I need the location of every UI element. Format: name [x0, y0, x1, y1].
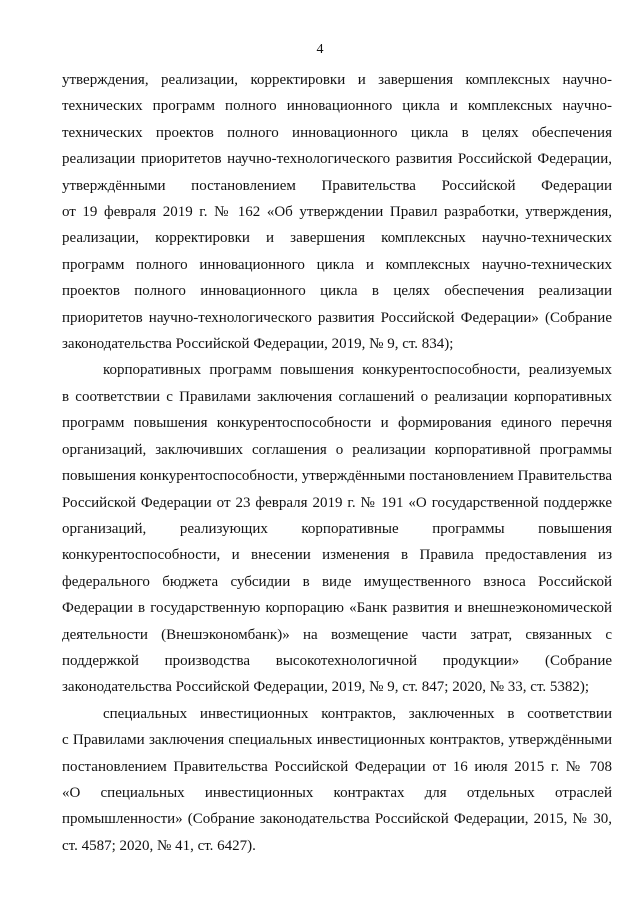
text-line: программ повышения конкурентоспособности и формирования единого перечня: [62, 415, 612, 432]
text-line: деятельности (Внешэкономбанк)» на возмещение части затрат, связанных с: [62, 626, 612, 643]
text-line: Федерации в государственную корпорацию «Банк развития и внешнеэкономической: [62, 600, 612, 617]
document-body: [62, 67, 612, 859]
text-line: утверждёнными постановлением Правительства Российской Федерации: [62, 177, 612, 194]
text-line: приоритетов научно-технологического развития Российской Федерации» (Собрание: [62, 309, 612, 326]
text-line: постановлением Правительства Российской Федерации от 16 июля 2015 г. № 708: [62, 758, 612, 775]
text-line: технических программ полного инновационного цикла и комплексных научно-: [62, 98, 612, 115]
text-line: от 19 февраля 2019 г. № 162 «Об утверждении Правил разработки, утверждения,: [62, 204, 612, 221]
paragraph-p2: [62, 357, 612, 700]
text-line: организаций, заключивших соглашения о реализации корпоративной программы: [62, 441, 612, 458]
text-line: специальных инвестиционных контрактов, заключенных в соответствии: [103, 705, 612, 722]
text-line: организаций, реализующих корпоративные программы повышения: [62, 520, 612, 537]
text-line: «О специальных инвестиционных контрактах для отдельных отраслей: [62, 784, 612, 801]
text-line: в соответствии с Правилами заключения соглашений о реализации корпоративных: [62, 388, 612, 405]
text-line: корпоративных программ повышения конкурентоспособности, реализуемых: [103, 362, 612, 379]
text-line: конкурентоспособности, и внесении изменения в Правила предоставления из: [62, 547, 612, 564]
text-line: с Правилами заключения специальных инвестиционных контрактов, утверждёнными: [62, 732, 612, 749]
paragraph-p3: [62, 701, 612, 859]
text-line: программ полного инновационного цикла и комплексных научно-технических: [62, 256, 612, 273]
text-line: проектов полного инновационного цикла в целях обеспечения реализации: [62, 283, 612, 300]
text-line: реализации, корректировки и завершения комплексных научно-технических: [62, 230, 612, 247]
text-line: Российской Федерации от 23 февраля 2019 г. № 191 «О государственной поддержке: [62, 494, 612, 511]
paragraph-p1: [62, 67, 612, 357]
text-line: законодательства Российской Федерации, 2019, № 9, ст. 834);: [62, 336, 454, 353]
text-line: поддержкой производства высокотехнологичной продукции» (Собрание: [62, 652, 612, 669]
page-number: 4: [316, 42, 324, 57]
text-line: федерального бюджета субсидии в виде имущественного взноса Российской: [62, 573, 612, 590]
text-line: законодательства Российской Федерации, 2019, № 9, ст. 847; 2020, № 33, ст. 5382);: [62, 679, 590, 696]
text-line: реализации приоритетов научно-технологического развития Российской Федерации,: [62, 151, 612, 168]
text-line: повышения конкурентоспособности, утверждёнными постановлением Правительства: [62, 468, 612, 485]
text-line: утверждения, реализации, корректировки и завершения комплексных научно-: [62, 72, 612, 88]
text-line: технических проектов полного инновационного цикла в целях обеспечения: [62, 124, 612, 141]
text-line: ст. 4587; 2020, № 41, ст. 6427).: [62, 837, 256, 854]
text-line: промышленности» (Собрание законодательства Российской Федерации, 2015, № 30,: [62, 811, 612, 828]
